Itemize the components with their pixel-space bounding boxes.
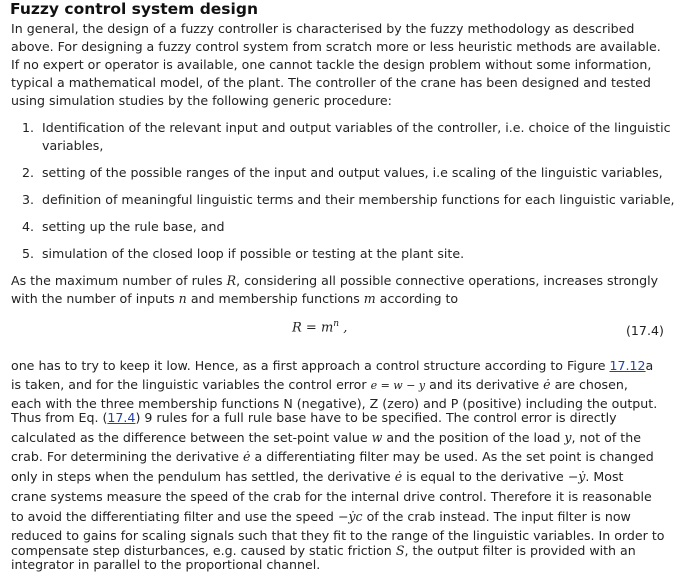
symbol-m: m	[363, 291, 376, 306]
symbol-S: S	[395, 543, 405, 558]
paragraph-line: calculated as the difference between the set-point value w and the position of the load y, not of the	[11, 430, 641, 445]
paragraph-line: each with the three membership functions N (negative), Z (zero) and P (positive) including the output.	[11, 396, 658, 411]
equation-exponent: n	[333, 319, 340, 329]
step-text: simulation of the closed loop if possible or testing at the plant site.	[42, 246, 465, 261]
procedure-step-1	[22, 120, 671, 136]
paragraph-line: one has to try to keep it low. Hence, as a first approach a control structure according to Figure 17.12a	[11, 358, 654, 373]
step-text: definition of meaningful linguistic terms and their membership functions for each linguistic variable,	[42, 192, 675, 207]
symbol-edot: ė	[543, 377, 551, 392]
symbol-edot: ė	[243, 449, 251, 464]
step-text: setting of the possible ranges of the input and output values, i.e scaling of the linguistic variables,	[42, 165, 663, 180]
step-text-continued: variables,	[42, 138, 104, 153]
error-equation: e = w − y	[370, 379, 426, 392]
paragraph-line: with the number of inputs n and membership functions m according to	[11, 291, 459, 306]
equation: $R = m^n$ ,	[292, 319, 348, 336]
symbol-R: R	[226, 273, 237, 288]
equation-number: (17.4)	[626, 323, 664, 338]
symbol-edot: ė	[394, 469, 403, 484]
paragraph-line: As the maximum number of rules R, considering all possible connective operations, increases strongly	[11, 273, 659, 288]
symbol-y: y	[564, 430, 572, 445]
procedure-step-5	[22, 246, 464, 262]
procedure-step-2	[22, 165, 663, 181]
step-text: setting up the rule base, and	[42, 219, 225, 234]
intro-line: If no expert or operator is available, one cannot tackle the design problem without some information,	[11, 57, 652, 72]
step-number: 3.	[22, 192, 35, 207]
paragraph-line: Thus from Eq. (17.4) 9 rules for a full rule base have to be specified. The control error is directly	[11, 410, 617, 425]
procedure-step-4	[22, 219, 224, 235]
equation-link[interactable]: 17.4	[107, 410, 136, 425]
intro-line: In general, the design of a fuzzy controller is characterised by the fuzzy methodology as described	[11, 21, 635, 36]
paragraph-line: crane systems measure the speed of the crab for the internal drive control. Therefore it is reasonable	[11, 489, 652, 504]
paragraph-line: only in steps when the pendulum has settled, the derivative ė is equal to the derivative −ẏ. Most	[11, 469, 624, 484]
paragraph-line: reduced to gains for scaling signals such that they fit to the range of the linguistic variables. In order to	[11, 528, 665, 543]
step-number: 4.	[22, 219, 35, 234]
intro-line: above. For designing a fuzzy control system from scratch more or less heuristic methods are available.	[11, 39, 661, 54]
symbol-crab-speed: −ẏc	[337, 509, 363, 524]
section-heading: Fuzzy control system design	[10, 0, 258, 18]
step-number: 5.	[22, 246, 35, 261]
procedure-step-3	[22, 192, 675, 208]
paragraph-line: is taken, and for the linguistic variables the control error e = w − y and its derivative ė are chosen,	[11, 377, 628, 392]
step-number: 2.	[22, 165, 35, 180]
paragraph-line: crab. For determining the derivative ė a differentiating filter may be used. As the set point is changed	[11, 449, 654, 464]
symbol-w: w	[371, 430, 383, 445]
figure-link[interactable]: 17.12	[609, 358, 646, 373]
paragraph-line: compensate step disturbances, e.g. caused by static friction S, the output filter is provided with an	[11, 543, 636, 558]
symbol-minus-ydot: −ẏ	[567, 469, 586, 484]
paragraph-line: to avoid the differentiating filter and use the speed −ẏc of the crab instead. The input filter is now	[11, 509, 631, 524]
symbol-n: n	[178, 291, 187, 306]
intro-line: typical a mathematical model, of the plant. The controller of the crane has been designed and tested	[11, 75, 651, 90]
paragraph-line: integrator in parallel to the proportional channel.	[11, 557, 321, 572]
step-text: Identification of the relevant input and output variables of the controller, i.e. choice of the linguistic	[42, 120, 671, 135]
intro-line: using simulation studies by the following generic procedure:	[11, 93, 392, 108]
step-number: 1.	[22, 120, 35, 135]
